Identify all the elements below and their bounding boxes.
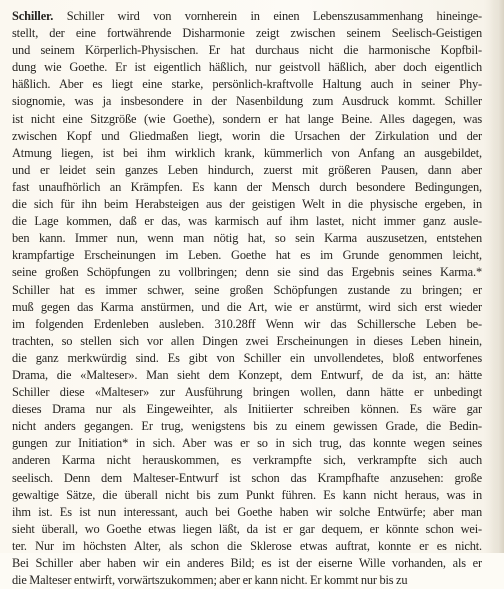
text-line: Drama, die «Malteser». Man sieht dem Konzept, dem Entwurf, de da ist, an: hätte [12,367,482,382]
text-line: seelisch. Denn dem Malteser-Entwurf ist schon das Krampfhafte anzusehen: große [12,470,482,485]
text-line: Bei Schiller aber haben wir ein anderes Bild; es ist der eiserne Wille vorhanden, als er [12,556,482,570]
text-line: krampfartige Erscheinungen im Leben. Goethe hat es im Grunde genommen leicht, [12,248,482,263]
section-heading: Schiller. [12,9,54,23]
text-line: Schiller hat es immer schwer, seine großen Schöpfungen zustande zu bringen; er [12,282,482,297]
text-line: seine großen Schöpfungen zu vollbringen; denn sie sind das Ergebnis seines Karma.* [12,265,482,280]
text-line: und seinem Körperlich-Physischen. Er hat durchaus nicht die harmonische Kopfbil- [12,43,482,58]
text-line: die ganz merkwürdig sind. Es gibt von Schiller ein unvollendetes, bloß entworfenes [12,350,482,365]
text-line-first-rest: Schiller wird von vornherein in einen Lebenszusammenhang hineinge- [53,9,482,23]
text-line: die Lage kommen, daß er das, was karmisch auf ihm lastet, nicht immer ganz ausle- [12,214,482,229]
text-line: gungen zur Initiation* in sich. Aber was er so in sich trug, das konnte wegen seines [12,436,482,451]
text-line: die sich für ihn beim Herabsteigen aus der geistigen Welt in die physische ergeben, in [12,197,482,212]
text-line: nicht anders gegangen. Er trug, wenigstens bis zu einem gewissen Grade, die Bedin- [12,419,482,434]
text-line: sieht überall, wo Goethe etwas liegen läßt, da ist er gar dequem, er könnte schon wei- [12,521,482,536]
text-line: dieses Drama nur als Eingeweihter, als Initiierter schreiben können. Es wäre gar [12,402,482,417]
text-line: ihm ist. Es ist nun interessant, auch bei Goethe haben wir solche Entwürfe; aber man [12,504,482,519]
text-line: ist nicht eine Sitzgröße (wie Goethe), sondern er hat lange Beine. Alles dagegen, was [12,111,482,126]
page-edge-shadow [490,0,504,553]
text-line-first [12,8,482,25]
text-line: zwischen Kopf und Gliedmaßen liegt, worin die Ursachen der Zirkulation und der [12,128,482,143]
text-line: Atmung liegen, ist bei ihm wirklich krank, kümmerlich von Anfang an ausgebildet, [12,145,482,160]
text-line: ben kann. Immer nun, wenn man nötig hat, so sein Karma auszusetzen, entstehen [12,231,482,246]
text-line: trachten, so stellen sich vor allen Dingen zwei Erscheinungen in dieses Leben hinein, [12,333,482,348]
text-line: Schiller diese «Malteser» zur Ausführung bringen wollen, dann hätte er unbedingt [12,385,482,400]
text-line: und er leidet sein ganzes Leben hindurch, zuerst mit größeren Pausen, dann aber [12,162,482,177]
text-line: gewaltige Sätze, die überall nicht bis zum Punkt führen. Es kann nicht heraus, was in [12,487,482,502]
text-column [12,8,482,589]
text-line: häßlich. Aber es liegt eine starke, persönlich-kraftvolle Haltung auch in seiner Phy- [12,77,482,92]
text-line: siognomie, was ja insbesondere in der Nasenbildung zum Ausdruck kommt. Schiller [12,94,482,109]
text-line: stellt, der eine fortwährende Disharmonie zeigt zwischen seinem Seelisch-Geistigen [12,26,482,41]
text-line: anderen Karma nicht herauskommen, es verkrampfte sich, verkrampfte sich auch [12,453,482,468]
text-line: muß gegen das Karma anstürmen, und die Art, wie er anstürmt, wird sich erst wieder [12,299,482,314]
text-line: dung wie Goethe. Er ist eigentlich häßlich, nur geistvoll häßlich, aber doch eigentlich [12,60,482,75]
text-line: im folgenden Erdenleben ausleben. 310.28ff Wenn wir das Schillersche Leben be- [12,316,482,331]
text-lines [12,25,482,589]
text-line: ter. Nur im höchsten Alter, als schon die Sklerose etwas auftrat, konnte er es nicht. [12,538,482,553]
text-line: die Malteser entwirft, vorwärtszukommen; aber er kann nicht. Er kommt nur bis zu [12,573,408,588]
text-line: fast unaufhörlich an Krämpfen. Es kann der Mensch durch besondere Bedingungen, [12,179,482,194]
